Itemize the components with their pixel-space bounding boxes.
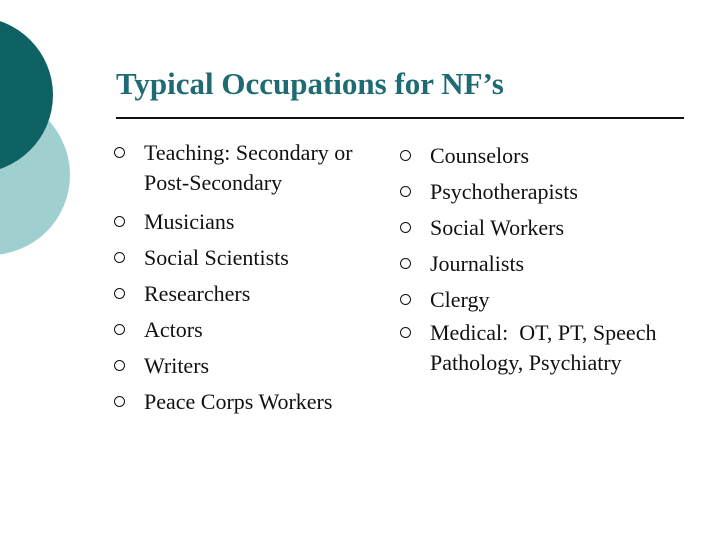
- bullet-icon: [400, 294, 411, 305]
- bullet-icon: [114, 147, 125, 158]
- list-item: [114, 240, 394, 276]
- slide-title: Typical Occupations for NF’s: [116, 66, 504, 101]
- list-item: [400, 210, 700, 246]
- list-item-label: Peace Corps Workers: [144, 389, 333, 414]
- bullet-icon: [400, 222, 411, 233]
- list-item-label: Musicians: [144, 209, 235, 234]
- list-item-label: Social Workers: [430, 215, 565, 240]
- bullet-icon: [114, 396, 125, 407]
- bullet-icon: [400, 327, 411, 338]
- left-occupation-list: [114, 138, 394, 420]
- list-item: [114, 348, 394, 384]
- list-item-label: Researchers: [144, 281, 251, 306]
- bullet-icon: [114, 360, 125, 371]
- list-item-label: Journalists: [430, 251, 525, 276]
- bullet-icon: [400, 258, 411, 269]
- list-item-label: Social Scientists: [144, 245, 289, 270]
- bullet-icon: [114, 288, 125, 299]
- list-item-label: Writers: [144, 353, 210, 378]
- list-item-label: Counselors: [430, 143, 529, 168]
- list-item: [400, 246, 700, 282]
- bullet-icon: [114, 252, 125, 263]
- decorative-circles: [0, 0, 120, 300]
- list-item: [400, 138, 700, 174]
- list-item: [114, 204, 394, 240]
- right-occupation-list: [400, 138, 700, 384]
- list-item-label: Teaching: Secondary or Post-Secondary: [144, 140, 353, 195]
- list-item-label: Actors: [144, 317, 203, 342]
- list-item: [114, 384, 394, 420]
- bullet-icon: [400, 150, 411, 161]
- bullet-icon: [400, 186, 411, 197]
- list-item: [114, 138, 394, 204]
- list-item: [114, 276, 394, 312]
- bullet-icon: [114, 324, 125, 335]
- list-item: [400, 318, 700, 384]
- list-item: [114, 312, 394, 348]
- list-item: [400, 174, 700, 210]
- list-item-label: Psychotherapists: [430, 179, 578, 204]
- list-item-label: Clergy: [430, 287, 490, 312]
- bullet-icon: [114, 216, 125, 227]
- title-divider: [116, 117, 684, 119]
- list-item-label: Medical: OT, PT, Speech Pathology, Psychiatry: [430, 320, 662, 375]
- list-item: [400, 282, 700, 318]
